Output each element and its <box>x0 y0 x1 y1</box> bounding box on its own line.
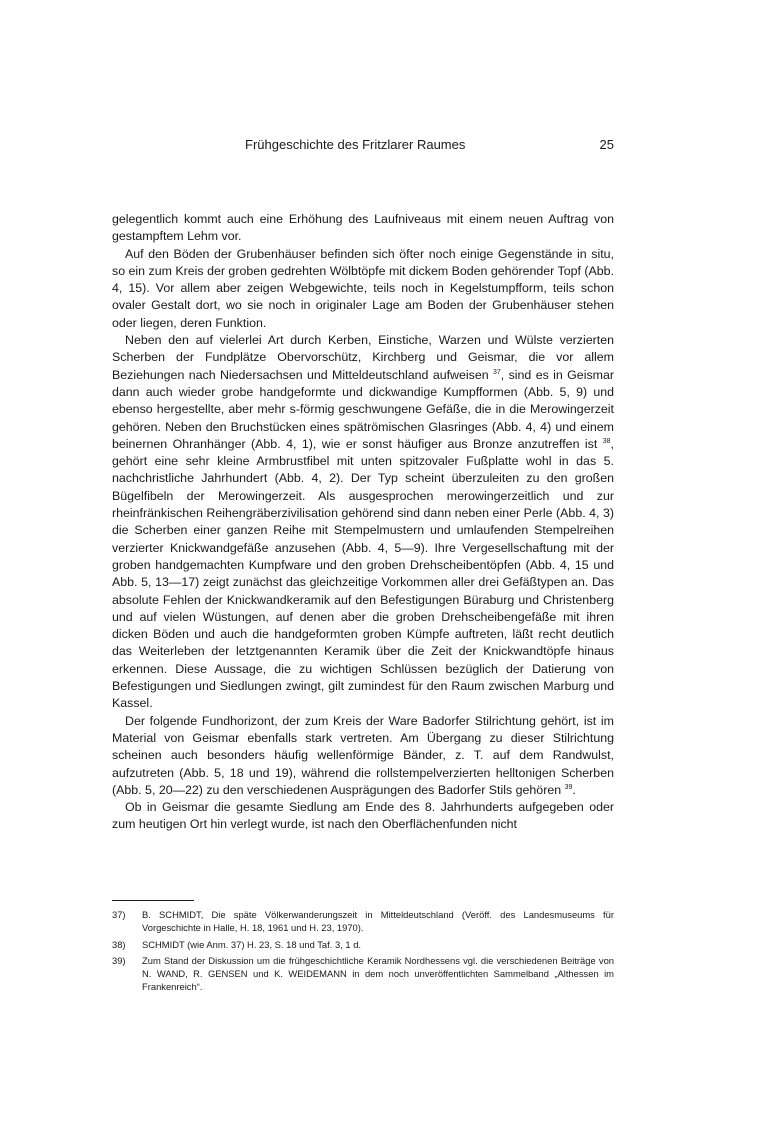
footnote-39 <box>112 954 614 994</box>
footnote-number: 37) <box>112 909 126 920</box>
paragraph-3-part-3: , gehört eine sehr kleine Armbrustfibel mit unten spitzovaler Fußplatte wohl in das 5. nachchristliche Jahrhundert (Abb. 4, 2). Der Typ scheint überzuleiten zu den großen Bügelfibeln der Merowingerzeit. Als ausgesprochen merowingerzeitlich und zur rheinfränkischen Reihengräberzivilisation gehörend sind dann neben einer Perle (Abb. 4, 3) die Scherben einer ganzen Reihe mit Stempelmustern und umlaufenden Stempelreihen verzierter Knickwandgefäße anzusehen (Abb. 4, 5—9). Ihre Vergesellschaftung mit der groben handgemachten Kumpfware und den groben Drehscheibentöpfen (Abb. 4, 15 und Abb. 5, 13—17) zeigt zunächst das gleichzeitige Vorkommen aller drei Gefäßtypen an. Das absolute Fehlen der Knickwandkeramik auf den Befestigungen Büraburg und Christenberg und auf vielen Wüstungen, auf denen aber die groben Drehscheibengefäße mit ihren dicken Böden und auch die handgeformten groben Kümpfe auftreten, läßt recht deutlich das Weiterleben der letztgenannten Keramik über die Zeit der Knickwandtöpfe hinaus erkennen. Diese Aussage, die zu wichtigen Schlüssen bezüglich der Datierung von Befestigungen und Siedlungen zwingt, gilt zumindest für den Raum zwischen Marburg und Kassel. <box>112 436 614 711</box>
paragraph-1: gelegentlich kommt auch eine Erhöhung des Laufniveaus mit einem neuen Auftrag von gestampftem Lehm vor. <box>112 212 614 244</box>
footnote-ref-38: 38 <box>602 437 611 445</box>
footnote-number: 38) <box>112 938 126 950</box>
paragraph-4-part-1: Der folgende Fundhorizont, der zum Kreis der Ware Badorfer Stilrichtung gehört, ist im Material von Geismar ebenfalls stark vertreten. Am Übergang zu dieser Stilrichtung scheinen auch besonders häufig wellenförmige Bänder, z. T. auf dem Randwulst, aufzutreten (Abb. 5, 18 und 19), während die rollstempelverzierten helltonigen Scherben (Abb. 5, 20—22) zu den verschiedenen Ausprägungen des Badorfer Stils gehören <box>112 713 614 797</box>
running-header <box>112 137 614 155</box>
footnote-number: 39) <box>112 954 126 966</box>
paragraph-5: Ob in Geismar die gesamte Siedlung am Ende des 8. Jahrhunderts aufgegeben oder zum heutigen Ort hin verlegt wurde, ist nach den Oberflächenfunden nicht <box>112 800 614 832</box>
paragraph-4 <box>112 713 614 799</box>
running-title: Frühgeschichte des Fritzlarer Raumes <box>245 137 466 152</box>
footnote-text: B. SCHMIDT, Die späte Völkerwanderungszeit in Mitteldeutschland (Veröff. des Landesmuseums für Vorgeschichte in Halle, H. 18, 1961 und H. 23, 1970). <box>142 909 614 934</box>
footnote-38 <box>112 938 614 951</box>
paragraph-3-part-2: , sind es in Geismar dann auch wieder grobe handgeformte und dickwandige Kumpfformen (Abb. 5, 9) und ebenso hergestellte, aber mehr s-förmig geschwungene Gefäße, die in die Merowingerzeit gehören. Neben den Bruchstücken eines spätrömischen Glasringes (Abb. 4, 4) und einem beinernen Ohranhänger (Abb. 4, 1), wie er sonst häufiger aus Bronze anzutreffen ist <box>112 367 614 451</box>
paragraph-3 <box>112 332 614 713</box>
paragraph-2: Auf den Böden der Grubenhäuser befinden sich öfter noch einige Gegenstände in situ, so ein zum Kreis der groben gedrehten Wölbtöpfe mit dickem Boden gehörender Topf (Abb. 4, 15). Vor allem aber zeigen Webgewichte, teils noch in Kegelstumpfform, teils schon ovaler Gestalt dort, wo sie noch in originaler Lage am Boden der Grubenhäuser stehen oder liegen, deren Funktion. <box>112 246 614 330</box>
footnote-ref-37: 37 <box>492 368 501 376</box>
paragraph-3-part-1: Neben den auf vielerlei Art durch Kerben, Einstiche, Warzen und Wülste verzierten Scherben der Fundplätze Obervorschütz, Kirchberg und Geismar, die vor allem Beziehungen nach Niedersachsen und Mitteldeutschland aufweisen <box>112 333 614 382</box>
footnotes <box>112 908 614 997</box>
footnote-divider <box>112 900 194 901</box>
page-number: 25 <box>599 137 614 152</box>
footnote-text: Zum Stand der Diskussion um die frühgeschichtliche Keramik Nordhessens vgl. die verschiedenen Beiträge von N. WAND, R. GENSEN und K. WEIDEMANN in dem noch unveröffentlichten Sammelband „Althessen im Frankenreich“. <box>142 954 614 993</box>
footnote-text: SCHMIDT (wie Anm. 37) H. 23, S. 18 und Taf. 3, 1 d. <box>142 938 362 950</box>
footnote-ref-39: 39 <box>564 783 573 791</box>
paragraph-4-part-2: . <box>572 782 576 797</box>
body-text <box>112 211 614 834</box>
footnote-37 <box>112 908 614 935</box>
